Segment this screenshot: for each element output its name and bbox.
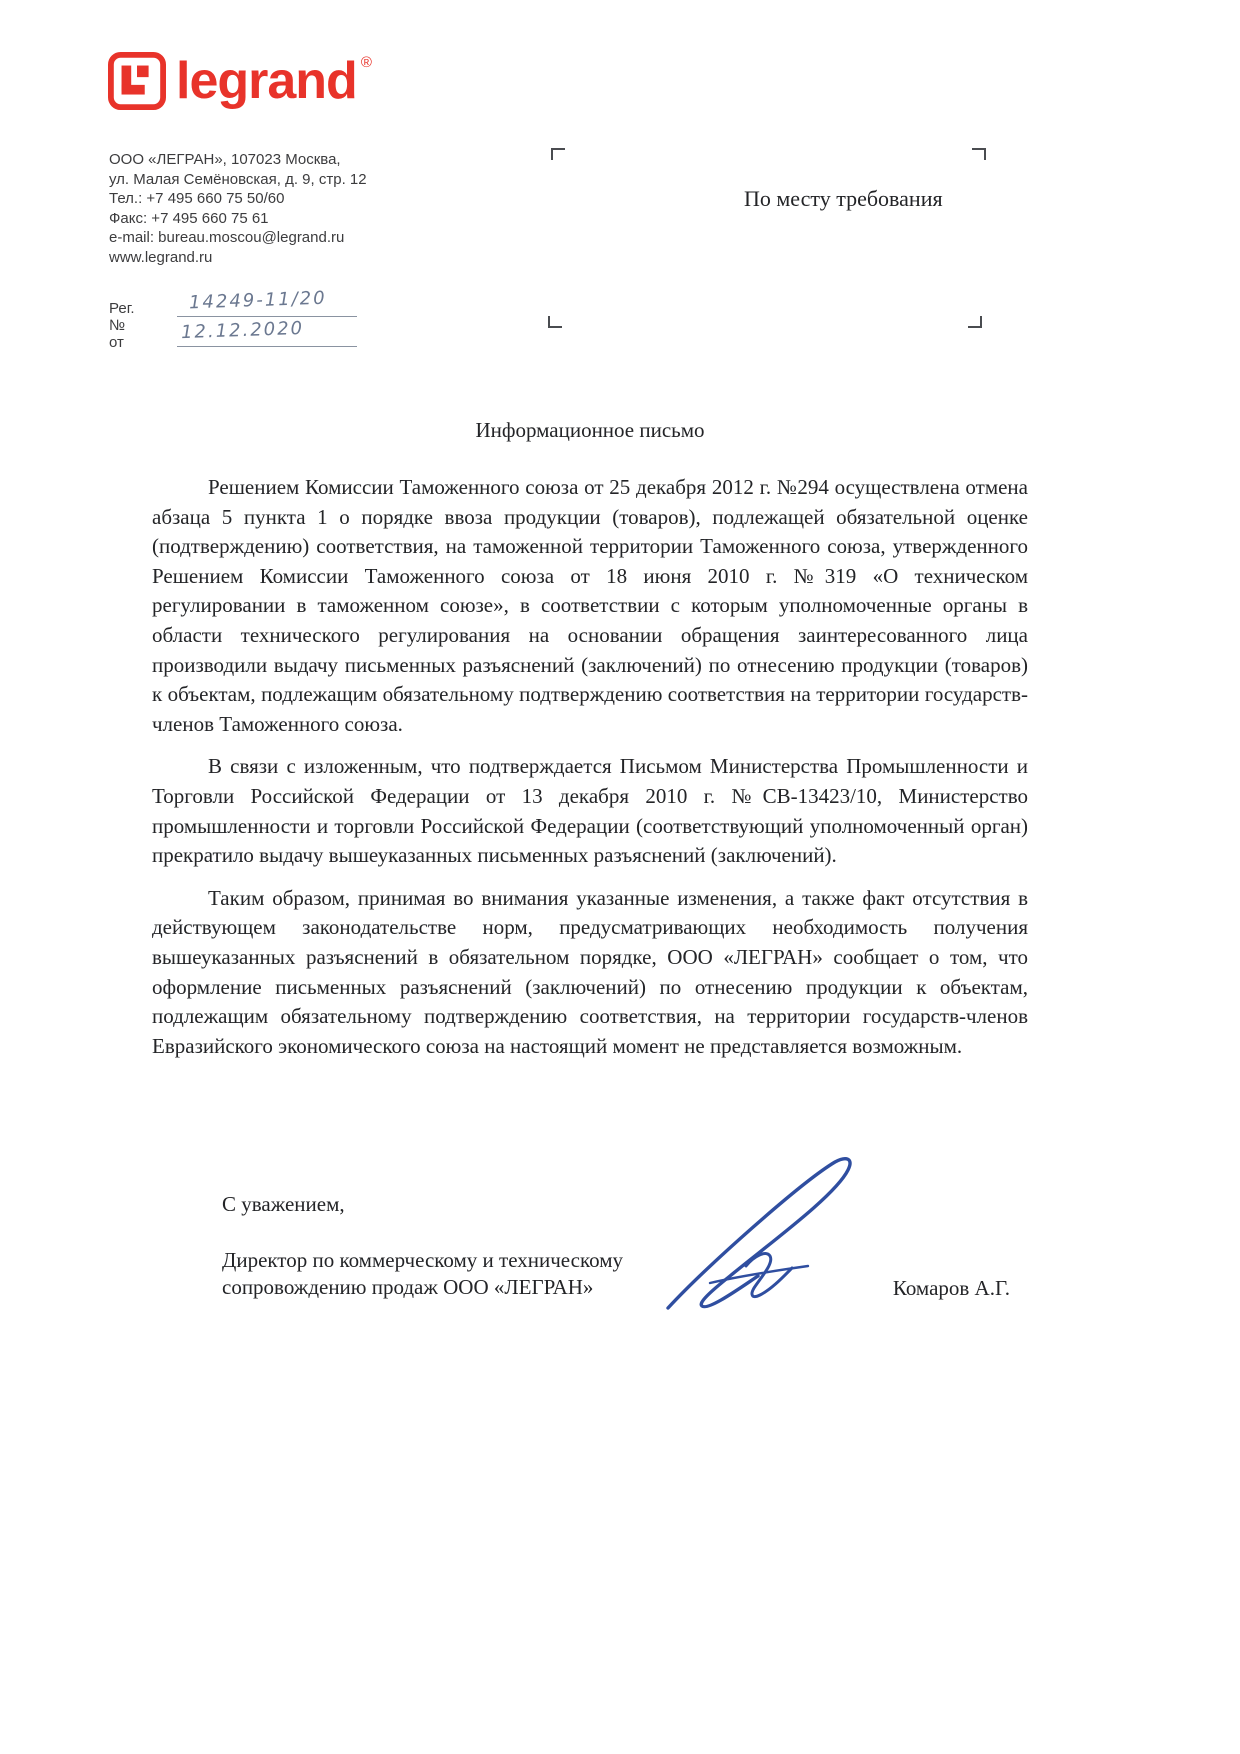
letter-body bbox=[152, 418, 1028, 1074]
address-window-corner-bottom-left bbox=[548, 316, 562, 328]
signer-position-line-2: сопровождению продаж ООО «ЛЕГРАН» bbox=[222, 1275, 594, 1299]
sender-fax-line: Факс: +7 495 660 75 61 bbox=[109, 209, 269, 227]
signature-row bbox=[222, 1247, 1028, 1301]
signer-position-line-1: Директор по коммерческому и техническому bbox=[222, 1248, 623, 1272]
closing-block bbox=[222, 1192, 1028, 1301]
reg-number-handwritten-value: 14249-11/20 bbox=[188, 287, 327, 314]
signer-position bbox=[222, 1247, 623, 1301]
sender-address-block bbox=[109, 150, 367, 267]
reg-number-ruled-line bbox=[177, 316, 357, 317]
legrand-logo-icon bbox=[108, 52, 166, 110]
letter-paragraph-3: Таким образом, принимая во внимания указанные изменения, а также факт отсутствия в действующем законодательстве норм, предусматривающих необходимость получения вышеуказанных разъяснений в обязательном порядке, ООО «ЛЕГРАН» сообщает о том, что оформление письменных разъяснений (заключений) по отнесению продукции к объектам, подлежащим обязательному подтверждению соответствия, на территории государств-членов Евразийского экономического союза на настоящий момент не представляется возможным. bbox=[152, 885, 1028, 1058]
address-window-corner-top-right bbox=[972, 148, 986, 160]
reg-date-label: от bbox=[109, 334, 124, 351]
registered-trademark-symbol: ® bbox=[360, 54, 372, 71]
sender-email-line: e-mail: bureau.moscou@legrand.ru bbox=[109, 229, 345, 246]
address-window-corner-bottom-right bbox=[968, 316, 982, 328]
legrand-logo bbox=[108, 52, 372, 110]
letter-paragraph-1: Решением Комиссии Таможенного союза от 25 декабря 2012 г. №294 осуществлена отмена абзаца 5 пункта 1 о порядке ввоза продукции (товаров), подлежащей обязательной оценке (подтверждению) соответствия, на таможенной территории Таможенного союза, утвержденного Решением Комиссии Таможенного союза от 18 июня 2010 г. №319 «О техническом регулировании в таможенном союзе», в соответствии с которым уполномоченные органы в области технического регулирования на основании обращения заинтересованного лица производили выдачу письменных разъяснений (заключений) по отнесению продукции (товаров) к объектам, подлежащим обязательному подтверждению соответствия на территории государств-членов Таможенного союза. bbox=[152, 475, 1028, 736]
reg-number-label: Рег. № bbox=[109, 300, 135, 334]
letter-paragraph-2: В связи с изложенным, что подтверждается Письмом Министерства Промышленности и Торговли Российской Федерации от 13 декабря 2010 г. №СВ-13423/10, Министерство промышленности и торговли Российской Федерации (соответствующий уполномоченный орган) прекратило выдачу вышеуказанных письменных разъяснений (заключений). bbox=[152, 754, 1028, 868]
sender-company-line: ООО «ЛЕГРАН», 107023 Москва, bbox=[109, 151, 341, 168]
salutation-text: С уважением, bbox=[222, 1192, 345, 1216]
signer-name: Комаров А.Г. bbox=[892, 1276, 1010, 1300]
recipient-text: По месту требования bbox=[744, 186, 943, 211]
reg-date-ruled-line bbox=[177, 346, 357, 347]
address-window-corner-top-left bbox=[551, 148, 565, 160]
letter-title: Информационное письмо bbox=[475, 418, 705, 442]
sender-street-line: ул. Малая Семёновская, д. 9, стр. 12 bbox=[109, 170, 367, 188]
sender-website-line: www.legrand.ru bbox=[109, 248, 213, 266]
handwritten-signature bbox=[650, 1148, 890, 1323]
sender-phone-line: Тел.: +7 495 660 75 50/60 bbox=[109, 190, 285, 207]
brand-wordmark: legrand bbox=[176, 52, 357, 110]
reg-date-handwritten-value: 12.12.2020 bbox=[180, 317, 305, 344]
